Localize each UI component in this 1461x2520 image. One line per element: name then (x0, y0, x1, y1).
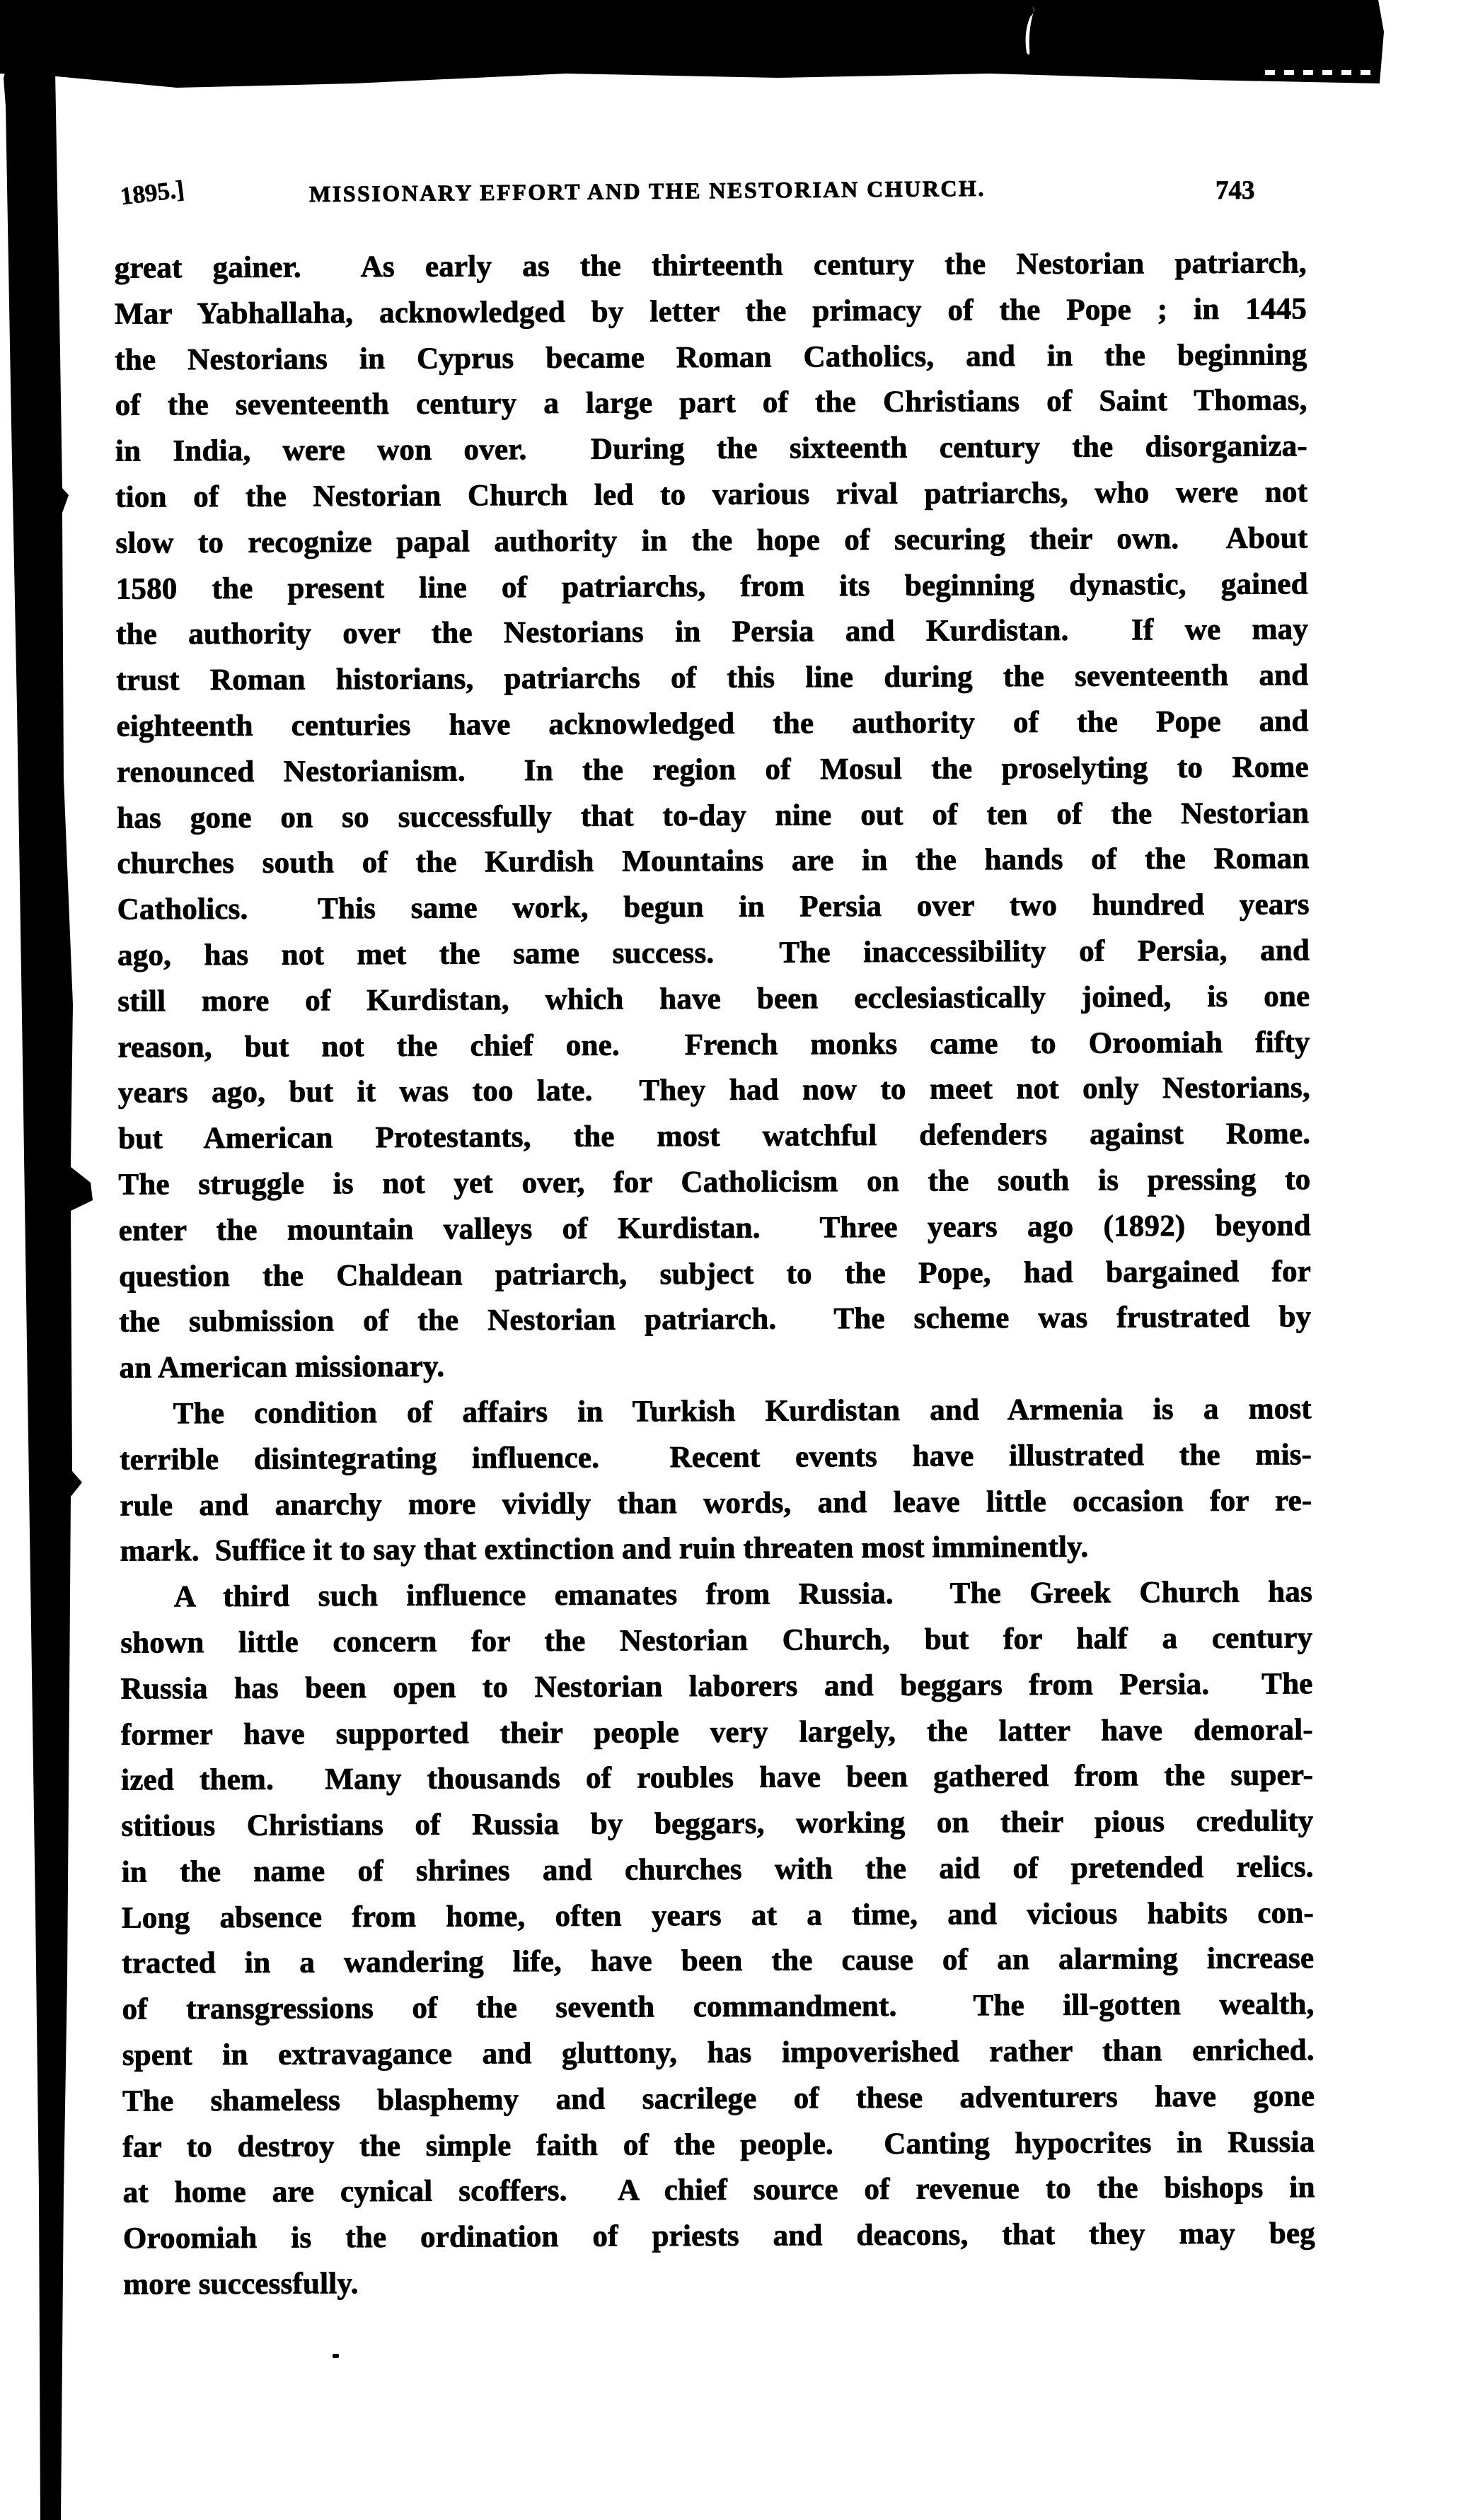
text-line: The condition of affairs in Turkish Kurdistan and Armenia is a most (173, 1392, 1312, 1431)
text-line: Mar Yabhallaha, acknowledged by letter the primacy of the Pope ; in 1445 (114, 292, 1307, 331)
text-line: an American missionary. (119, 1349, 445, 1385)
text-line: but American Protestants, the most watchful defenders against Rome. (118, 1117, 1311, 1156)
text-line: stitious Christians of Russia by beggars, working on their pious credulity (121, 1804, 1314, 1843)
scan-border-left (0, 0, 106, 2520)
text-line: slow to recognize papal authority in the hope of securing their own. About (115, 521, 1308, 560)
text-line: shown little concern for the Nestorian Church, but for half a century (120, 1621, 1313, 1660)
text-line: the submission of the Nestorian patriarch. The scheme was frustrated by (119, 1300, 1312, 1340)
header-title: MISSIONARY EFFORT AND THE NESTORIAN CHURCH. (308, 175, 986, 207)
text-line: still more of Kurdistan, which have been ecclesiastically joined, is one (117, 980, 1310, 1018)
text-line: great gainer. As early as the thirteenth century the Nestorian patriarch, (114, 246, 1307, 285)
header-year: 1895.] (118, 175, 186, 211)
text-line: ago, has not met the same success. The inaccessibility of Persia, and (117, 934, 1310, 972)
text-line: mark. Suffice it to say that extinction and ruin threaten most imminently. (120, 1531, 1089, 1568)
text-line: of the seventeenth century a large part of the Christians of Saint Thomas, (115, 383, 1307, 423)
text-line: The struggle is not yet over, for Catholicism on the south is pressing to (118, 1163, 1311, 1202)
scan-dashes (1265, 70, 1380, 75)
text-line: in the name of shrines and churches with the aid of pretended relics. (121, 1850, 1314, 1889)
header-page-number: 743 (1215, 176, 1255, 205)
text-line: Catholics. This same work, begun in Persia over two hundred years (117, 888, 1310, 927)
body-text (115, 240, 1316, 2308)
text-line: more successfully. (123, 2267, 359, 2301)
text-line: rule and anarchy more vividly than words, and leave little occasion for re- (120, 1483, 1312, 1523)
text-line: The shameless blasphemy and sacrilege of these adventurers have gone (122, 2079, 1315, 2118)
text-line: terrible disintegrating influence. Recent events have illustrated the mis- (120, 1438, 1312, 1477)
text-line: far to destroy the simple faith of the people. Canting hypocrites in Russia (122, 2125, 1315, 2164)
text-line: spent in extravagance and gluttony, has impoverished rather than enriched. (122, 2033, 1315, 2072)
quill-mark (1020, 6, 1041, 58)
text-line: former have supported their people very largely, the latter have demoral- (120, 1712, 1313, 1752)
text-line: A third such influence emanates from Russia. The Greek Church has (173, 1575, 1313, 1614)
text-line: Russia has been open to Nestorian laborers and beggars from Persia. The (120, 1667, 1313, 1706)
text-line: renounced Nestorianism. In the region of Mosul the proselyting to Rome (116, 750, 1309, 789)
text-line: has gone on so successfully that to-day nine out of ten of the Nestorian (117, 796, 1310, 835)
text-line: enter the mountain valleys of Kurdistan. Three years ago (1892) beyond (118, 1209, 1311, 1248)
text-line: tracted in a wandering life, have been the cause of an alarming increase (122, 1941, 1315, 1981)
text-line: at home are cynical scoffers. A chief source of revenue to the bishops in (122, 2171, 1315, 2210)
text-line: of transgressions of the seventh commandment. The ill-gotten wealth, (122, 1987, 1315, 2026)
text-line: ized them. Many thousands of roubles have been gathered from the super- (121, 1758, 1314, 1797)
text-line: in India, were won over. During the sixteenth century the disorganiza- (115, 429, 1308, 468)
ink-dot (333, 2354, 339, 2358)
text-line: years ago, but it was too late. They had now to meet not only Nestorians, (117, 1071, 1310, 1110)
text-line: reason, but not the chief one. French monks came to Oroomiah fifty (117, 1025, 1310, 1064)
text-line: Oroomiah is the ordination of priests and deacons, that they may beg (122, 2217, 1316, 2255)
text-line: question the Chaldean patriarch, subject to the Pope, had bargained for (118, 1254, 1312, 1294)
text-line: Long absence from home, often years at a time, and vicious habits con- (121, 1896, 1315, 1935)
text-line: the Nestorians in Cyprus became Roman Catholics, and in the beginning (115, 337, 1307, 377)
scan-border-top (0, 0, 1461, 99)
text-line: trust Roman historians, patriarchs of this line during the seventeenth and (116, 658, 1309, 697)
text-line: churches south of the Kurdish Mountains are in the hands of the Roman (117, 842, 1310, 881)
text-line: eighteenth centuries have acknowledged the authority of the Pope and (116, 704, 1309, 743)
text-line: 1580 the present line of patriarchs, from its beginning dynastic, gained (115, 567, 1308, 606)
text-line: tion of the Nestorian Church led to various rival patriarchs, who were not (115, 475, 1308, 514)
text-line: the authority over the Nestorians in Persia and Kurdistan. If we may (115, 612, 1309, 652)
